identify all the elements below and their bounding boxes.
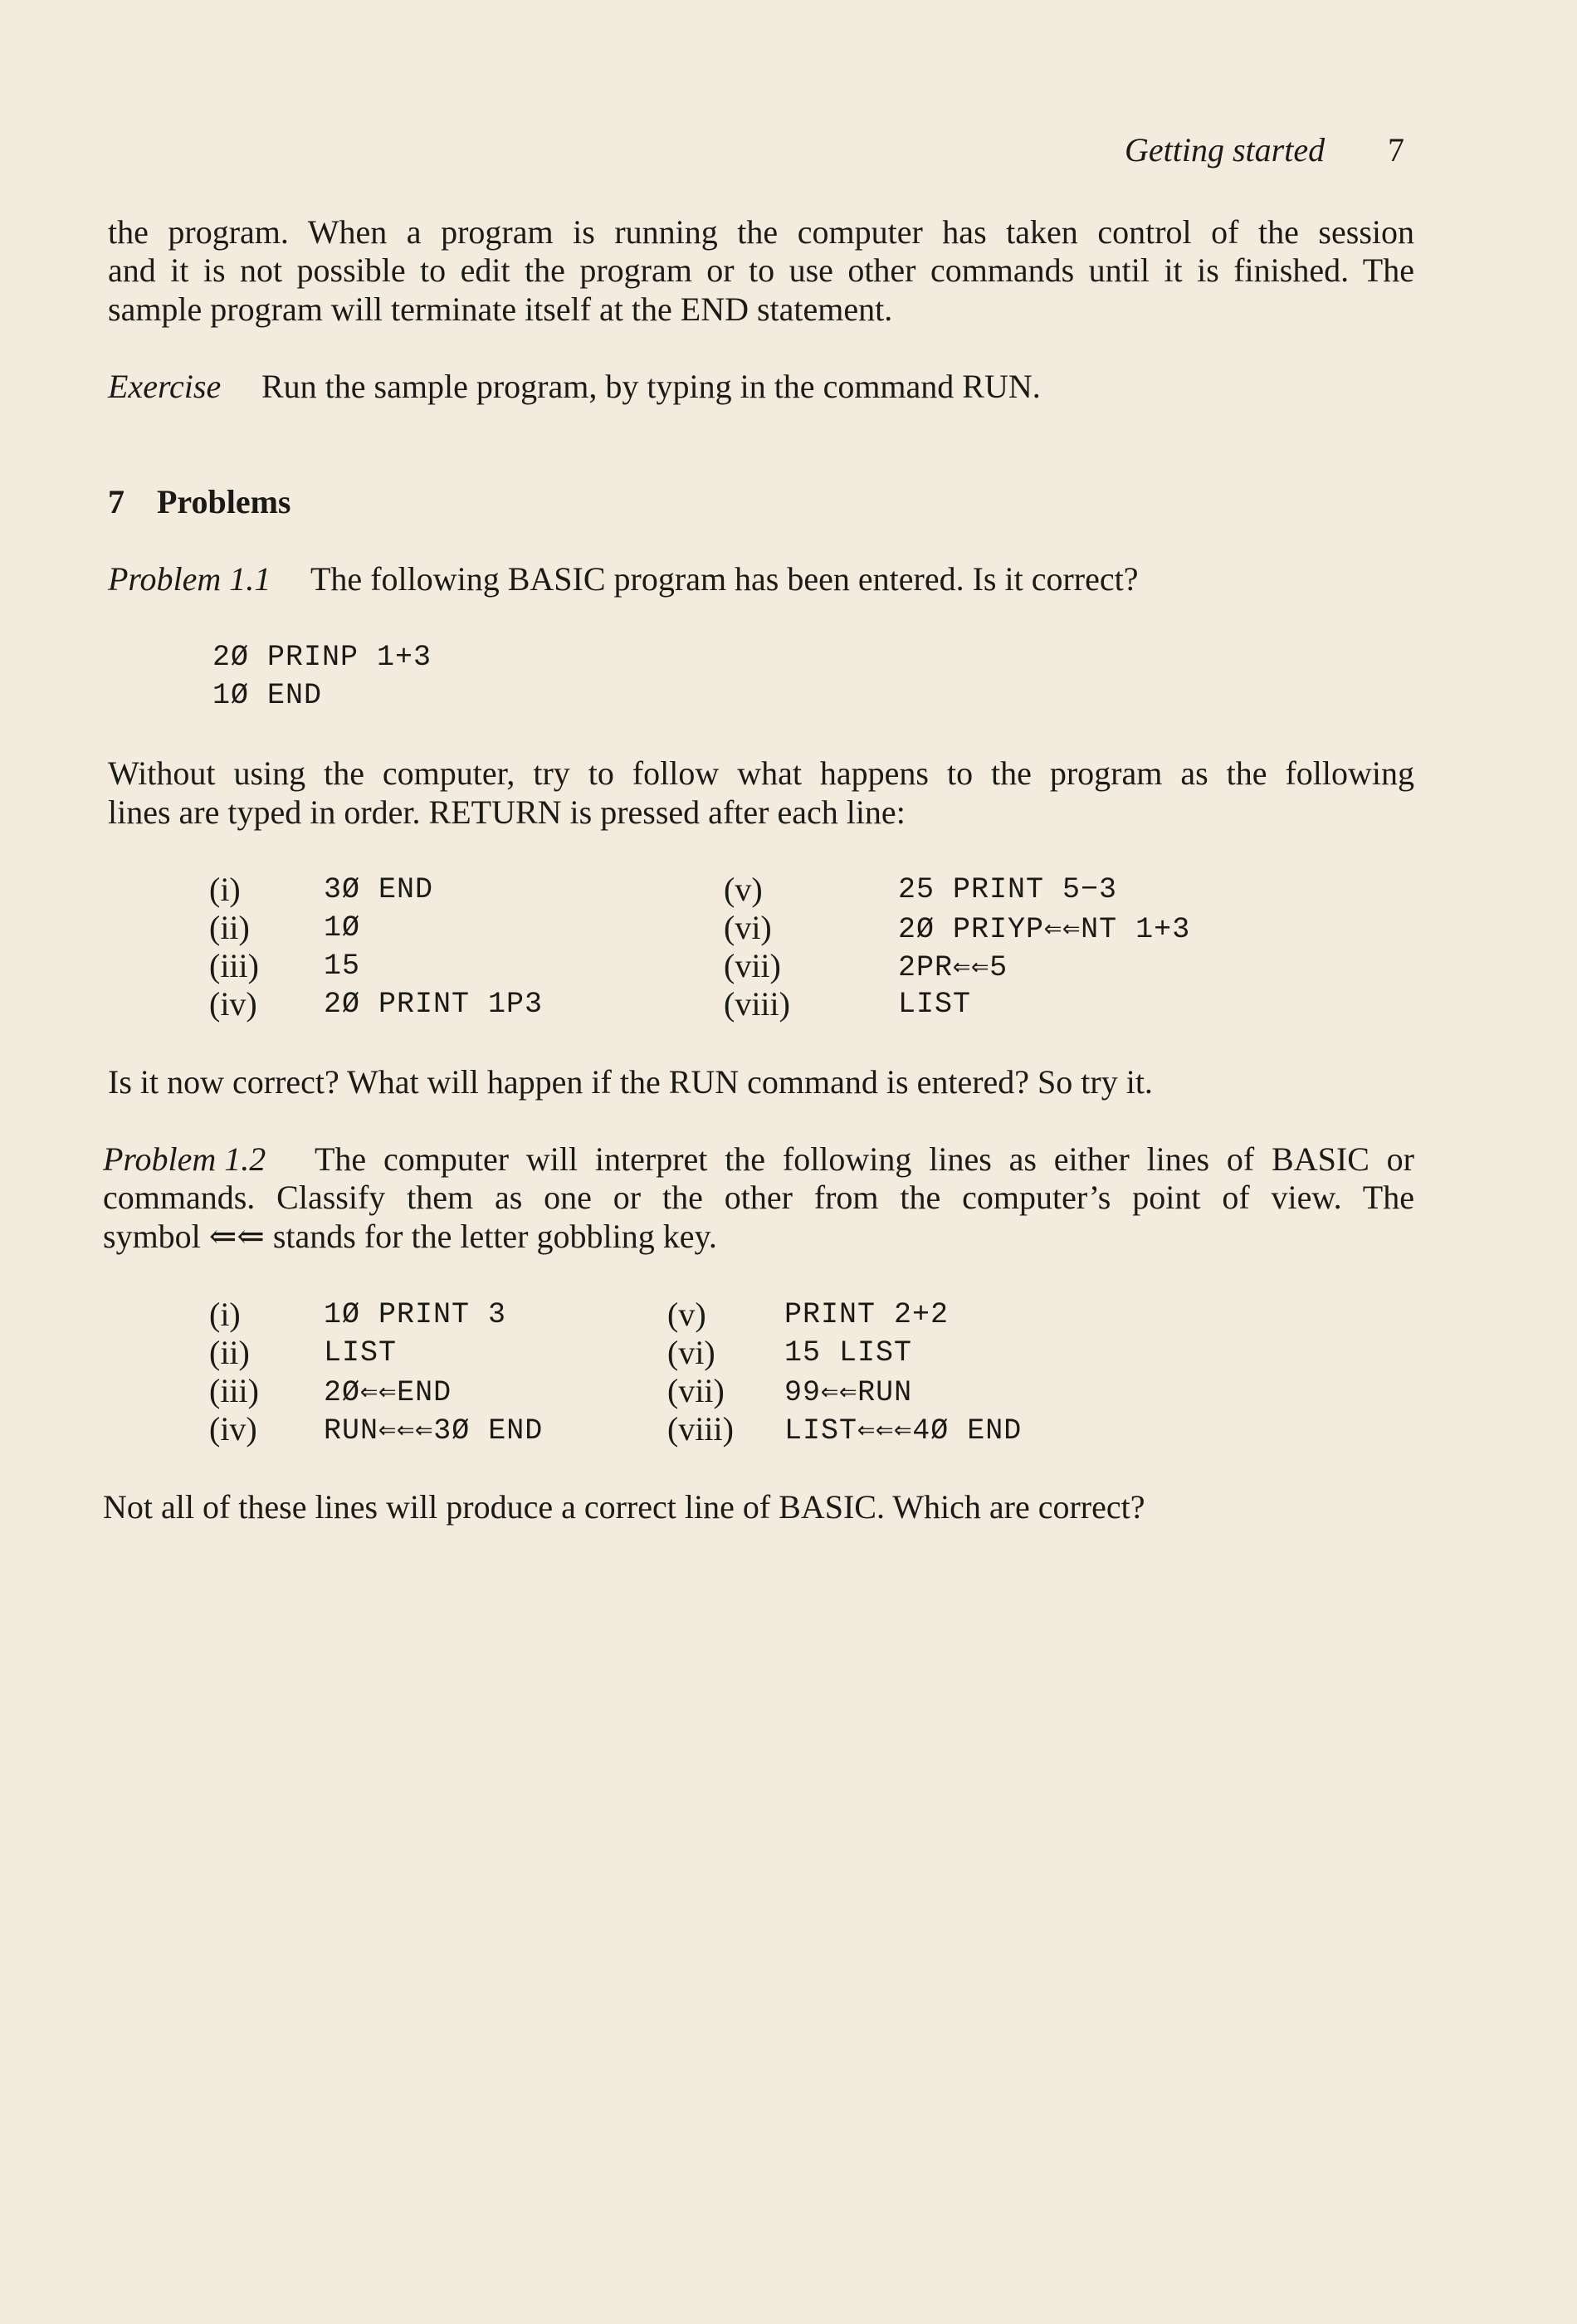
item-label: (iii)	[209, 947, 259, 984]
item-label: (vii)	[667, 1372, 725, 1409]
item-code: 1Ø PRINT 3	[324, 1298, 507, 1331]
item-label: (ii)	[209, 1334, 250, 1371]
item-code: LIST⇐⇐⇐4Ø END	[784, 1414, 1023, 1448]
running-title: Getting started	[1125, 131, 1326, 168]
problem-1-1-intro: The following BASIC program has been entered. Is it correct?	[310, 560, 1139, 598]
problem-1-2-line-2: commands. Classify them as one or the other from the computer’s point of view. The	[103, 1179, 1414, 1216]
problem-1-1-question: Is it now correct? What will happen if the RUN command is entered? So try it.	[108, 1063, 1153, 1101]
section-number: 7	[108, 483, 124, 520]
problem-1-2-line-3: symbol ⇐⇐ stands for the letter gobbling key.	[103, 1218, 717, 1255]
intro-line-3: sample program will terminate itself at the END statement.	[108, 290, 893, 328]
intro-line-1: the program. When a program is running the computer has taken control of the session	[108, 213, 1414, 251]
code-line: 1Ø END	[212, 679, 323, 712]
item-label: (ii)	[209, 909, 250, 946]
item-code: 2Ø PRIYP⇐⇐NT 1+3	[898, 913, 1191, 946]
item-code: 25 PRINT 5−3	[898, 873, 1118, 906]
item-label: (iii)	[209, 1372, 259, 1409]
item-code: 2PR⇐⇐5	[898, 951, 1008, 984]
item-code: 1Ø	[324, 911, 361, 945]
item-code: 15	[324, 950, 361, 983]
code-line: 2Ø PRINP 1+3	[212, 641, 432, 674]
problem-1-1-para-line-1: Without using the computer, try to follow what happens to the program as the following	[108, 754, 1414, 792]
item-label: (viii)	[667, 1410, 734, 1448]
item-code: 15 LIST	[784, 1336, 913, 1370]
item-code: 99⇐⇐RUN	[784, 1376, 913, 1409]
item-label: (i)	[209, 1296, 241, 1333]
item-label: (vi)	[724, 909, 772, 946]
exercise-label: Exercise	[108, 368, 222, 405]
item-code: RUN⇐⇐⇐3Ø END	[324, 1414, 544, 1448]
item-code: 2Ø⇐⇐END	[324, 1376, 452, 1409]
item-code: LIST	[324, 1336, 398, 1370]
page-number: 7	[1388, 131, 1404, 168]
problem-1-1-label: Problem 1.1	[108, 560, 271, 598]
intro-line-2: and it is not possible to edit the program or to use other commands until it is finished. The	[108, 251, 1414, 289]
problem-1-2-line-1: The computer will interpret the following lines as either lines of BASIC or	[315, 1140, 1414, 1178]
item-code: LIST	[898, 988, 972, 1021]
item-label: (iv)	[209, 985, 257, 1023]
item-label: (v)	[724, 871, 763, 908]
item-code: 2Ø PRINT 1P3	[324, 988, 544, 1021]
exercise-text: Run the sample program, by typing in the command RUN.	[261, 368, 1041, 405]
item-label: (vi)	[667, 1334, 715, 1371]
section-title: Problems	[157, 483, 291, 520]
item-label: (viii)	[724, 985, 790, 1023]
item-label: (v)	[667, 1296, 706, 1333]
problem-1-1-para-line-2: lines are typed in order. RETURN is pressed after each line:	[108, 793, 906, 831]
item-code: 3Ø END	[324, 873, 434, 906]
item-label: (vii)	[724, 947, 781, 984]
problem-1-2-question: Not all of these lines will produce a correct line of BASIC. Which are correct?	[103, 1488, 1145, 1526]
problem-1-2-label: Problem 1.2	[103, 1140, 266, 1178]
item-code: PRINT 2+2	[784, 1298, 950, 1331]
item-label: (iv)	[209, 1410, 257, 1448]
item-label: (i)	[209, 871, 241, 908]
